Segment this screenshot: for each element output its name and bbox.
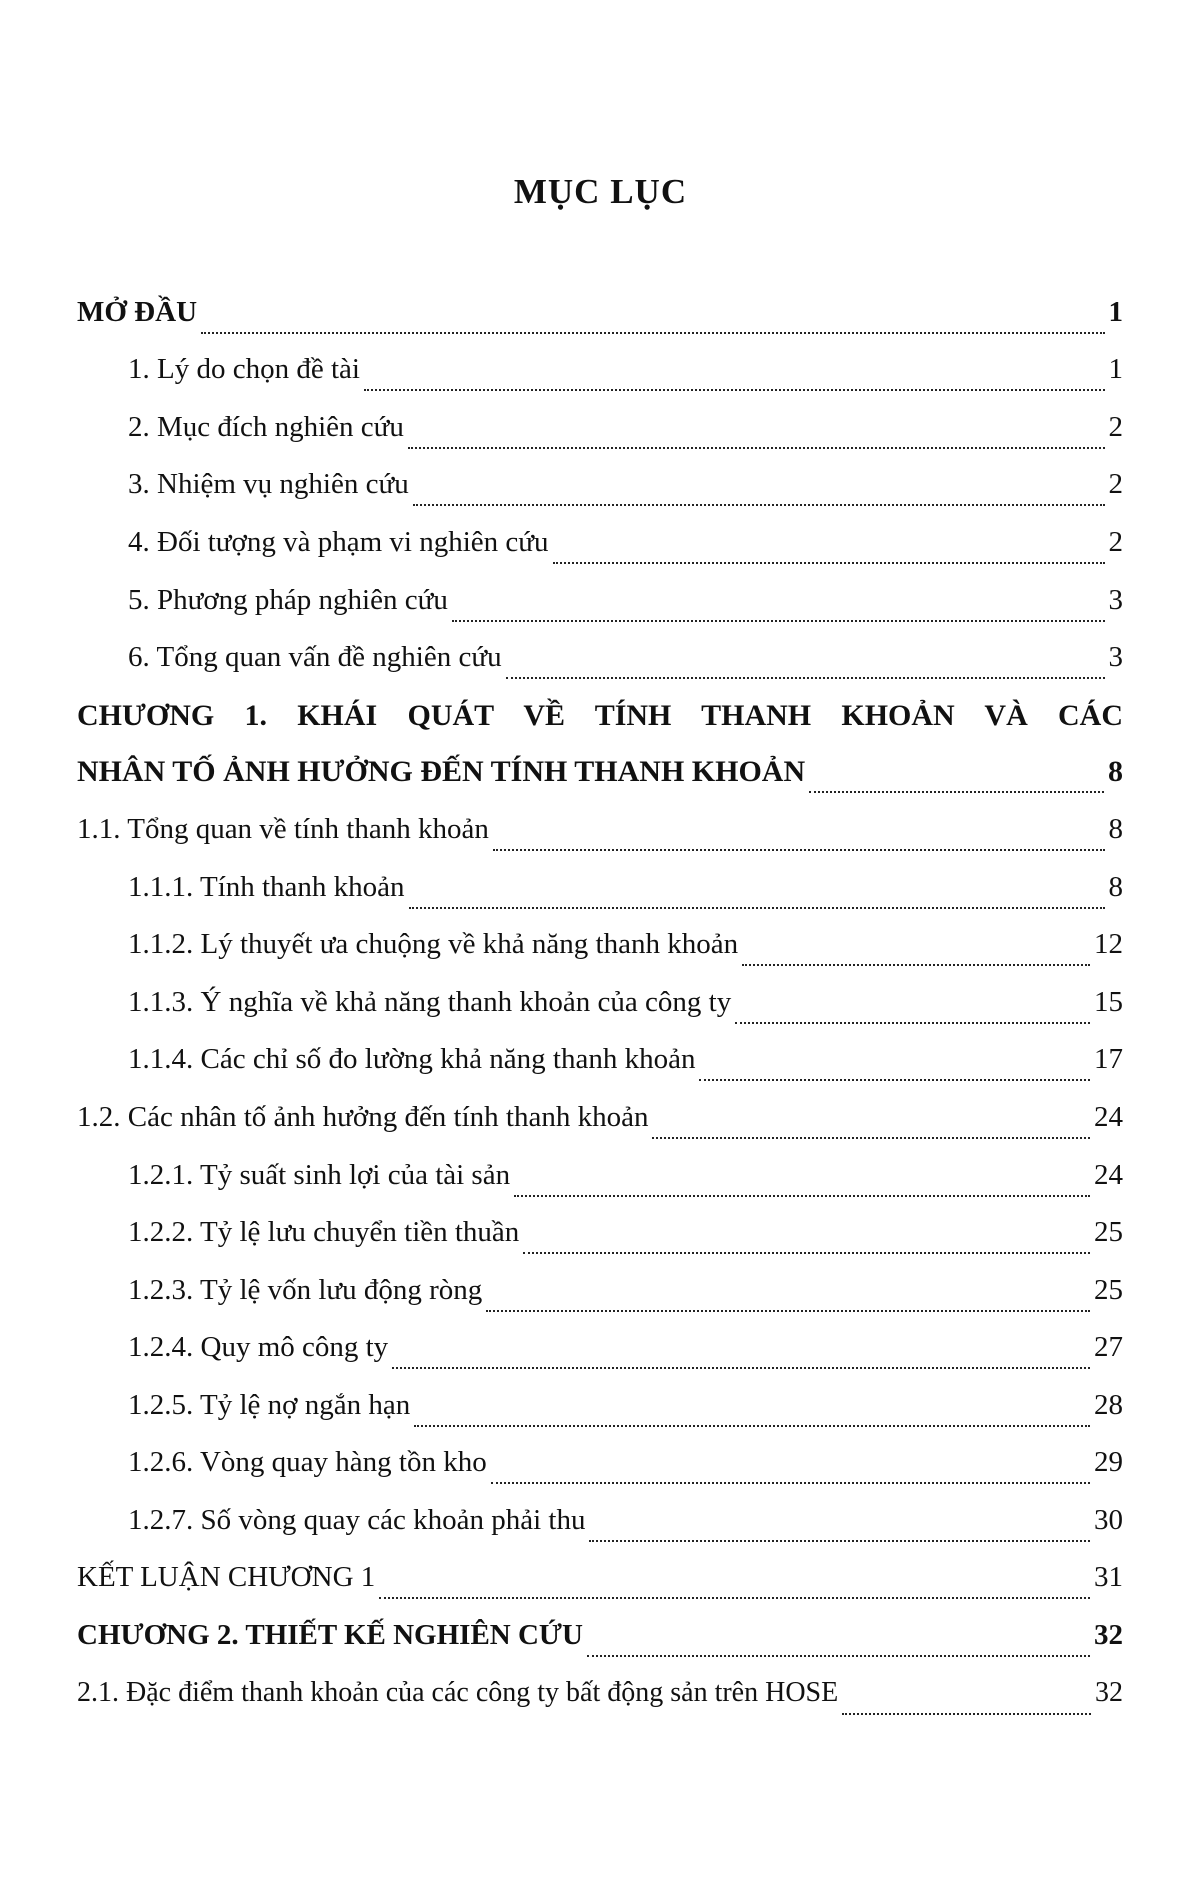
toc-leader-dots: [201, 331, 1104, 334]
toc-leader-dots: [491, 1481, 1090, 1484]
toc-leader-dots: [392, 1366, 1090, 1369]
toc-entry-label: KẾT LUẬN CHƯƠNG 1: [77, 1561, 376, 1593]
toc-entry-label: 1.1.2. Lý thuyết ưa chuộng về khả năng thanh khoản: [128, 928, 739, 960]
toc-leader-dots: [652, 1136, 1090, 1139]
toc-entry-label: NHÂN TỐ ẢNH HƯỞNG ĐẾN TÍNH THANH KHOẢN: [77, 755, 806, 788]
toc-leader-dots: [414, 1424, 1090, 1427]
toc-leader-dots: [413, 503, 1105, 506]
toc-entry: [128, 468, 1123, 516]
toc-entry-label: 6. Tổng quan vấn đề nghiên cứu: [128, 641, 502, 673]
toc-entry-label: 2.1. Đặc điểm thanh khoản của các công ty bất động sản trên HOSE: [77, 1677, 839, 1708]
toc-leader-dots: [553, 561, 1105, 564]
toc-page-number: 8: [1108, 871, 1123, 903]
toc-entry: [128, 1504, 1123, 1552]
toc-entry-label: 1. Lý do chọn đề tài: [128, 353, 360, 385]
toc-page-number: 25: [1094, 1216, 1123, 1248]
toc-leader-dots: [493, 848, 1105, 851]
toc-entry-label: 5. Phương pháp nghiên cứu: [128, 584, 448, 616]
toc-page-number: 25: [1094, 1274, 1123, 1306]
toc-entry-label: 1.2.1. Tỷ suất sinh lợi của tài sản: [128, 1159, 511, 1191]
toc-leader-dots: [452, 619, 1105, 622]
toc-page-number: 24: [1094, 1159, 1123, 1191]
toc-entry-label: 1.1.3. Ý nghĩa về khả năng thanh khoản của công ty: [128, 986, 732, 1018]
toc-leader-dots: [589, 1539, 1090, 1542]
toc-entry: [128, 1043, 1123, 1091]
toc-page-number: 1: [1108, 353, 1123, 385]
toc-entry: [128, 1159, 1123, 1207]
toc-entry-label: 1.1.4. Các chỉ số đo lường khả năng thanh khoản: [128, 1043, 696, 1075]
toc-page-number: 3: [1108, 641, 1123, 673]
toc-entry-label: MỞ ĐẦU: [77, 296, 198, 328]
toc-leader-dots: [809, 790, 1104, 793]
toc-entry: [128, 411, 1123, 459]
toc-page-number: 2: [1108, 468, 1123, 500]
toc-page-number: 12: [1094, 928, 1123, 960]
toc-entry: [128, 871, 1123, 919]
toc-entry-label: 1.2.6. Vòng quay hàng tồn kho: [128, 1446, 487, 1478]
toc-page-number: 3: [1108, 584, 1123, 616]
toc-page-number: 29: [1094, 1446, 1123, 1478]
toc-page-number: 2: [1108, 411, 1123, 443]
toc-entry: [77, 296, 1123, 344]
toc-page-number: 17: [1094, 1043, 1123, 1075]
toc-entry: [128, 1274, 1123, 1322]
page-title: MỤC LỤC: [513, 172, 688, 211]
toc-leader-dots: [379, 1596, 1090, 1599]
toc-entry-label: 1.2.2. Tỷ lệ lưu chuyển tiền thuần: [128, 1216, 520, 1248]
toc-leader-dots: [587, 1654, 1090, 1657]
toc-page-number: 24: [1094, 1101, 1123, 1133]
toc-entry-label: 1.2.3. Tỷ lệ vốn lưu động ròng: [128, 1274, 483, 1306]
toc-entry: [128, 1389, 1123, 1437]
toc-leader-dots: [409, 906, 1105, 909]
toc-page-number: 31: [1094, 1561, 1123, 1593]
toc-page-number: 27: [1094, 1331, 1123, 1363]
toc-entry: [128, 928, 1123, 976]
toc-entry-label: 1.1. Tổng quan về tính thanh khoản: [77, 813, 489, 845]
toc-page-number: 15: [1094, 986, 1123, 1018]
toc-entry-label: CHƯƠNG 2. THIẾT KẾ NGHIÊN CỨU: [77, 1619, 583, 1651]
toc-leader-dots: [742, 963, 1090, 966]
toc-entry-label: 4. Đối tượng và phạm vi nghiên cứu: [128, 526, 549, 558]
toc-leader-dots: [486, 1309, 1090, 1312]
toc-page-number: 8: [1108, 755, 1123, 788]
toc-entry: [128, 1446, 1123, 1494]
toc-chapter-heading-line: CHƯƠNG 1. KHÁI QUÁT VỀ TÍNH THANH KHOẢN VÀ CÁC: [77, 699, 1123, 732]
toc-entry: [77, 813, 1123, 861]
toc-leader-dots: [523, 1251, 1090, 1254]
toc-entry: [128, 353, 1123, 401]
toc-leader-dots: [364, 388, 1105, 391]
toc-entry-label: 1.2.5. Tỷ lệ nợ ngắn hạn: [128, 1389, 411, 1421]
toc-leader-dots: [514, 1194, 1090, 1197]
toc-entry-label: 1.2. Các nhân tố ảnh hưởng đến tính thanh khoản: [77, 1101, 649, 1133]
toc-page-number: 30: [1094, 1504, 1123, 1536]
toc-page-number: 32: [1094, 1619, 1123, 1651]
toc-leader-dots: [408, 446, 1105, 449]
toc-leader-dots: [735, 1021, 1090, 1024]
toc-page-number: 32: [1095, 1677, 1123, 1708]
toc-entry-label: 1.2.4. Quy mô công ty: [128, 1331, 389, 1363]
toc-entry: [77, 1677, 1123, 1725]
toc-entry: [128, 584, 1123, 632]
toc-entry: [77, 1619, 1123, 1667]
toc-entry: [128, 1216, 1123, 1264]
toc-leader-dots: [842, 1712, 1091, 1715]
toc-entry: [128, 986, 1123, 1034]
toc-page-number: 28: [1094, 1389, 1123, 1421]
toc-entry-label: 3. Nhiệm vụ nghiên cứu: [128, 468, 409, 500]
toc-page-number: 8: [1108, 813, 1123, 845]
toc-page-number: 2: [1108, 526, 1123, 558]
toc-entry-label: 1.2.7. Số vòng quay các khoản phải thu: [128, 1504, 586, 1536]
toc-entry: [128, 526, 1123, 574]
toc-entry: [128, 1331, 1123, 1379]
toc-entry: [77, 1561, 1123, 1609]
toc-entry: [128, 641, 1123, 689]
toc-entry-label: 2. Mục đích nghiên cứu: [128, 411, 404, 443]
toc-leader-dots: [699, 1078, 1090, 1081]
toc-entry: [77, 1101, 1123, 1149]
toc-leader-dots: [506, 676, 1105, 679]
toc-page-number: 1: [1108, 296, 1123, 328]
toc-entry: [77, 755, 1123, 803]
toc-entry-label: 1.1.1. Tính thanh khoản: [128, 871, 405, 903]
